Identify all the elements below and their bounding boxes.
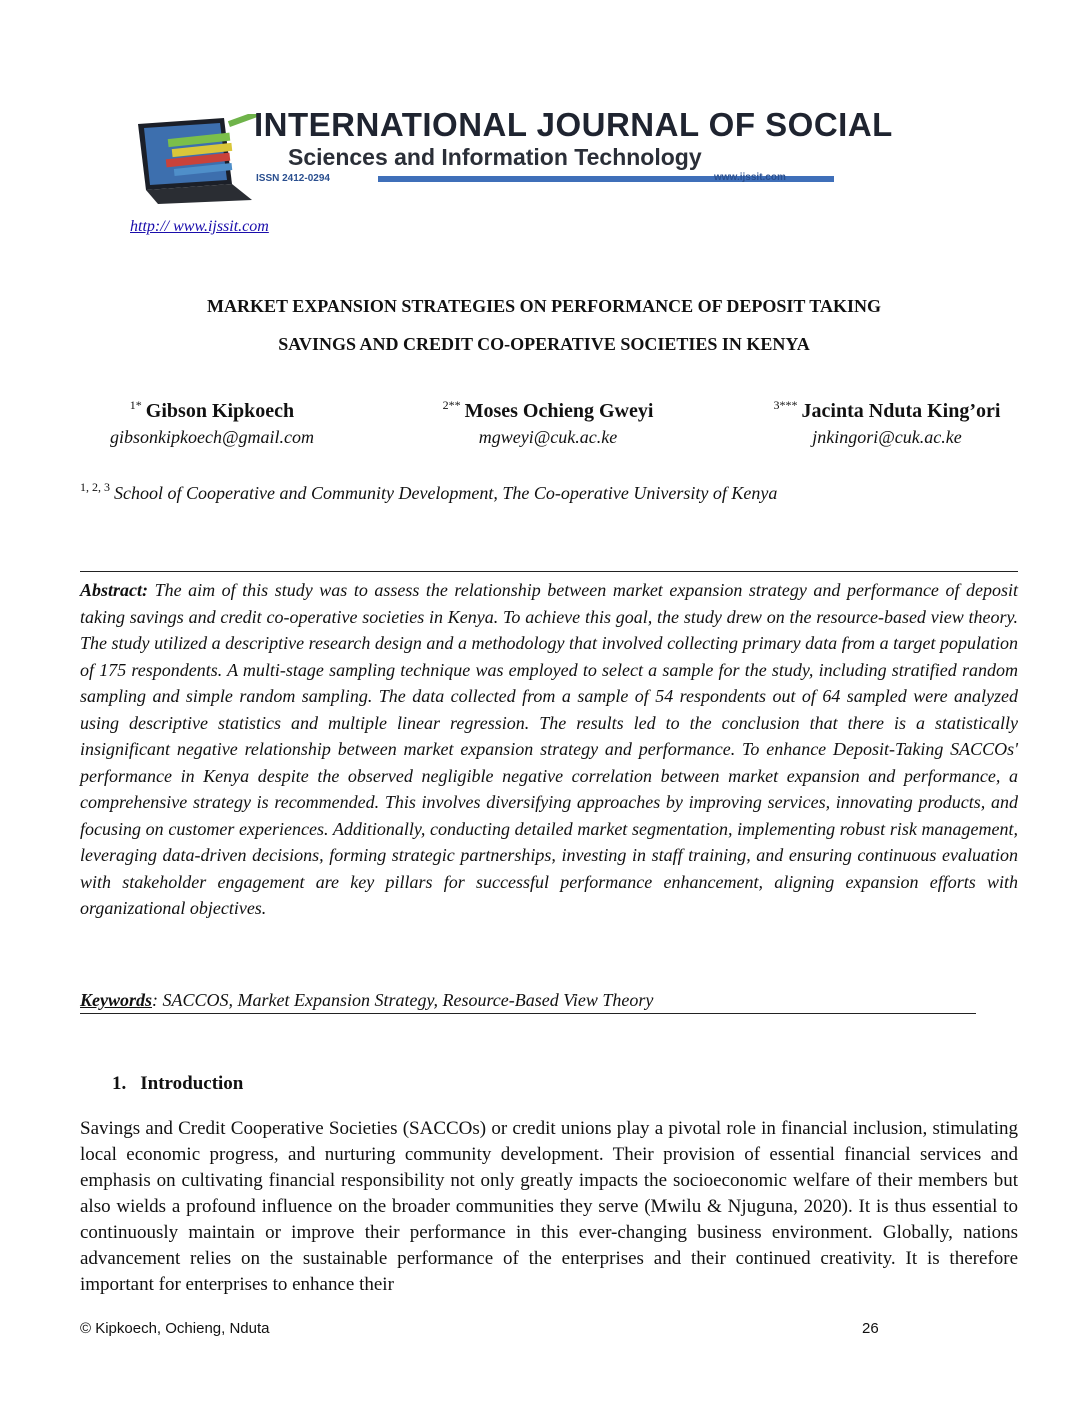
journal-logo	[128, 100, 893, 210]
journal-issn: ISSN 2412-0294	[256, 173, 330, 184]
affiliation-marks: 1, 2, 3	[80, 480, 110, 494]
paper-title-line2: SAVINGS AND CREDIT CO-OPERATIVE SOCIETIES IN KENYA	[278, 334, 810, 354]
journal-website: www.ijssit.com	[714, 172, 786, 183]
journal-name-line1: INTERNATIONAL JOURNAL OF SOCIAL	[254, 106, 893, 143]
author-2-email[interactable]: mgweyi@cuk.ac.ke	[478, 427, 618, 447]
affiliation	[80, 480, 777, 504]
keywords-text: : SACCOS, Market Expansion Strategy, Resource-Based View Theory	[152, 990, 654, 1010]
affiliation-text: School of Cooperative and Community Development, The Co-operative University of Kenya	[114, 483, 778, 503]
footer-page-number: 26	[862, 1320, 879, 1337]
abstract	[80, 577, 1018, 922]
footer-copyright: © Kipkoech, Ochieng, Nduta	[80, 1320, 270, 1337]
introduction-paragraph: Savings and Credit Cooperative Societies (SACCOs) or credit unions play a pivotal role in financial inclusion, stimulating local economic progress, and nurturing community development. Their provision of essential financial services and emphasis on cultivating financial responsibility not only greatly impacts the socioeconomic welfare of their members but also wields a profound influence on the broader communities they serve (Mwilu & Njuguna, 2020). It is thus essential to continuously maintain or improve their performance in this ever-changing business environment. Globally, nations advancement relies on the sustainable performance of the enterprises and their continued creativity. It is therefore important for enterprises to enhance their	[80, 1118, 1018, 1295]
journal-name-line2: Sciences and Information Technology	[288, 144, 702, 170]
author-3-name: Jacinta Nduta King’ori	[801, 400, 1001, 422]
paper-title	[80, 287, 1008, 363]
author-1	[82, 398, 342, 448]
abstract-label: Abstract:	[80, 580, 149, 600]
section-title: Introduction	[140, 1073, 244, 1094]
author-2-name: Moses Ochieng Gweyi	[464, 400, 654, 422]
section-number: 1.	[112, 1073, 127, 1094]
laptop-books-icon	[128, 114, 258, 204]
author-3-email[interactable]: jnkingori@cuk.ac.ke	[812, 427, 962, 447]
keywords	[80, 990, 976, 1014]
abstract-text: The aim of this study was to assess the relationship between market expansion strategy and performance of deposit taking savings and credit co-operative societies in Kenya. To achieve this goal, the study drew on the resource-based view theory. The study utilized a descriptive research design and a methodology that involved collecting primary data from a target population of 175 respondents. A multi-stage sampling technique was employed to select a sample for the study, including stratified random sampling and simple random sampling. The data collected from a sample of 54 respondents out of 64 sampled were analyzed using descriptive statistics and multiple linear regression. The results led to the conclusion that there is a statistically insignificant negative relationship between market expansion strategy and performance. To enhance Deposit-Taking SACCOs' performance in Kenya despite the observed negligible negative correlation between market expansion and performance, a comprehensive strategy is recommended. This involves diversifying approaches by improving services, innovating products, and focusing on customer experiences. Additionally, conducting detailed market segmentation, implementing robust risk management, leveraging data-driven decisions, forming strategic partnerships, investing in staff training, and ensuring continuous evaluation with stakeholder engagement are key pillars for successful performance enhancement, aligning expansion efforts with organizational objectives.	[80, 580, 1018, 918]
author-1-mark: 1*	[129, 398, 142, 412]
author-1-name: Gibson Kipkoech	[145, 400, 295, 422]
author-3	[742, 398, 1032, 448]
author-2-mark: 2**	[442, 398, 461, 412]
journal-url-link[interactable]: http:// www.ijssit.com	[130, 218, 269, 235]
abstract-top-rule	[80, 571, 1018, 572]
keywords-label: Keywords	[80, 990, 152, 1010]
author-1-email[interactable]: gibsonkipkoech@gmail.com	[109, 427, 314, 447]
section-heading	[112, 1073, 243, 1095]
author-3-mark: 3***	[773, 398, 798, 412]
paper-title-line1: MARKET EXPANSION STRATEGIES ON PERFORMANCE OF DEPOSIT TAKING	[207, 296, 881, 316]
author-2	[418, 398, 678, 448]
